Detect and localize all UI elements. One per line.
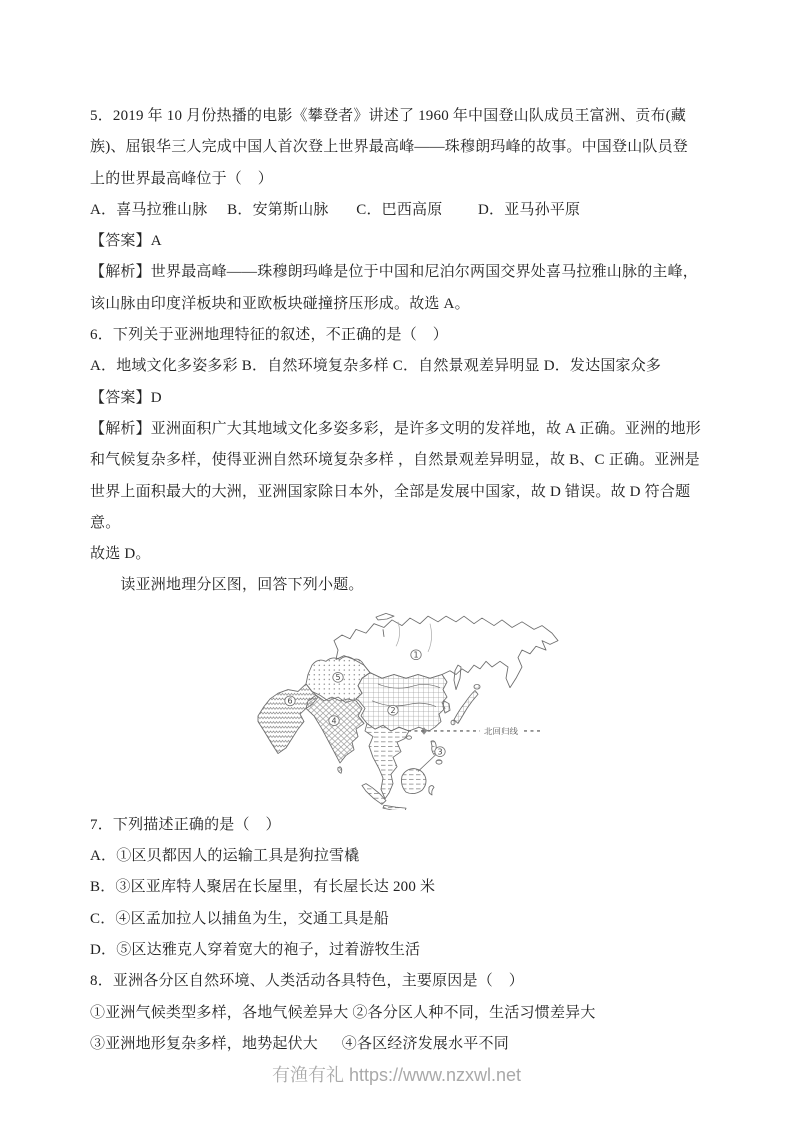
q6-analysis-line-4: 故选 D。: [90, 546, 151, 563]
region-3-pointer-line: [418, 754, 436, 771]
q5-analysis-line-1: 【解析】世界最高峰——珠穆朗玛峰是位于中国和尼泊尔两国交界处喜马拉雅山脉的主峰，: [90, 264, 699, 281]
q5-stem-line-2: 族)、屈银华三人完成中国人首次登上世界最高峰——珠穆朗玛峰的故事。中国登山队员登: [90, 139, 688, 156]
q8-options-line-1: ①亚洲气候类型多样，各地气候差异大 ②各分区人种不同，生活习惯差异大: [90, 1004, 596, 1021]
q5-stem-line-3: 上的世界最高峰位于（ ）: [90, 170, 274, 187]
map-island-novaya-zemlya: [376, 613, 394, 620]
q5-analysis-line-2: 该山脉由印度洋板块和亚欧板块碰撞挤压形成。故选 A。: [90, 295, 470, 312]
map-islands-japan: [454, 690, 478, 723]
site-watermark-footer: 有渔有礼 https://www.nzxwl.net: [271, 1065, 522, 1085]
asia-subregions-map: [248, 603, 568, 810]
map-island-hokkaido: [474, 684, 480, 689]
map-intro-line: 读亚洲地理分区图，回答下列小题。: [90, 577, 364, 594]
region-3-marker: [435, 747, 445, 757]
q5-answer-line: 【答案】A: [90, 233, 162, 250]
svg-text:4: 4: [331, 716, 337, 726]
q7-option-c: C．④区孟加拉人以捕鱼为生，交通工具是船: [90, 910, 390, 927]
map-region-east-asia: [356, 672, 447, 730]
q7-option-d: D．⑤区达雅克人穿着宽大的袍子，过着游牧生活: [90, 941, 421, 958]
q7-stem-line: 7．下列描述正确的是（ ）: [90, 816, 281, 833]
q6-options-line: A．地域文化多姿多彩 B．自然环境复杂多样 C．自然景观差异明显 D．发达国家众多: [90, 358, 662, 375]
tropic-of-cancer-label: 北回归线: [484, 725, 518, 736]
svg-text:5: 5: [335, 673, 341, 682]
map-island-sulawesi: [429, 785, 434, 794]
map-island-mindanao: [436, 760, 442, 764]
q7-option-a: A．①区贝都因人的运输工具是狗拉雪橇: [90, 848, 360, 865]
map-island-borneo: [402, 768, 427, 793]
map-island-java: [383, 805, 406, 810]
map-island-hainan: [407, 736, 412, 739]
map-island-sri-lanka: [338, 766, 342, 773]
q6-analysis-line-1: 【解析】亚洲面积广大其地域文化多姿多彩，是许多文明的发祥地，故 A 正确。亚洲的地形: [90, 420, 701, 437]
region-1-marker: [411, 650, 421, 660]
map-island-kyushu: [451, 720, 455, 725]
region-4-marker: [329, 715, 339, 725]
map-korea-peninsula: [443, 701, 450, 713]
svg-text:3: 3: [437, 747, 443, 757]
region-2-marker: [388, 705, 398, 715]
q5-options-line: A．喜马拉雅山脉 B．安第斯山脉 C．巴西高原 D．亚马孙平原: [90, 201, 581, 218]
q7-option-b: B．③区亚库特人聚居在长屋里，有长屋长达 200 米: [90, 879, 436, 896]
q6-analysis-line-3: 世界上面积最大的大洲，亚洲国家除日本外，全部是发展中国家，故 D 错误。故 D 符合题意。: [90, 483, 691, 531]
q6-analysis-line-2: 和气候复杂多样，使得亚洲自然环境复杂多样 ，自然景观差异明显，故 B、C 正确。亚洲是: [90, 452, 700, 469]
q6-answer-line: 【答案】D: [90, 389, 162, 406]
svg-text:6: 6: [287, 696, 293, 706]
map-region-south-asia: [306, 695, 364, 763]
document-body: [90, 101, 710, 1060]
svg-text:1: 1: [413, 650, 419, 660]
region-6-marker: [285, 696, 295, 706]
map-region-west-asia: [258, 684, 318, 754]
asia-map-figure: [248, 603, 568, 810]
svg-text:2: 2: [390, 706, 396, 715]
q6-stem-line: 6．下列关于亚洲地理特征的叙述，不正确的是（ ）: [90, 327, 448, 344]
q5-stem-line-1: 5．2019 年 10 月份热播的电影《攀登者》讲述了 1960 年中国登山队成员王富洲、贡布(藏: [90, 108, 687, 124]
region-5-marker: [333, 672, 343, 682]
q8-stem-line: 8．亚洲各分区自然环境、人类活动各具特色，主要原因是（ ）: [90, 973, 524, 990]
q8-options-line-2: ③亚洲地形复杂多样，地势起伏大 ④各区经济发展水平不同: [90, 1035, 509, 1052]
